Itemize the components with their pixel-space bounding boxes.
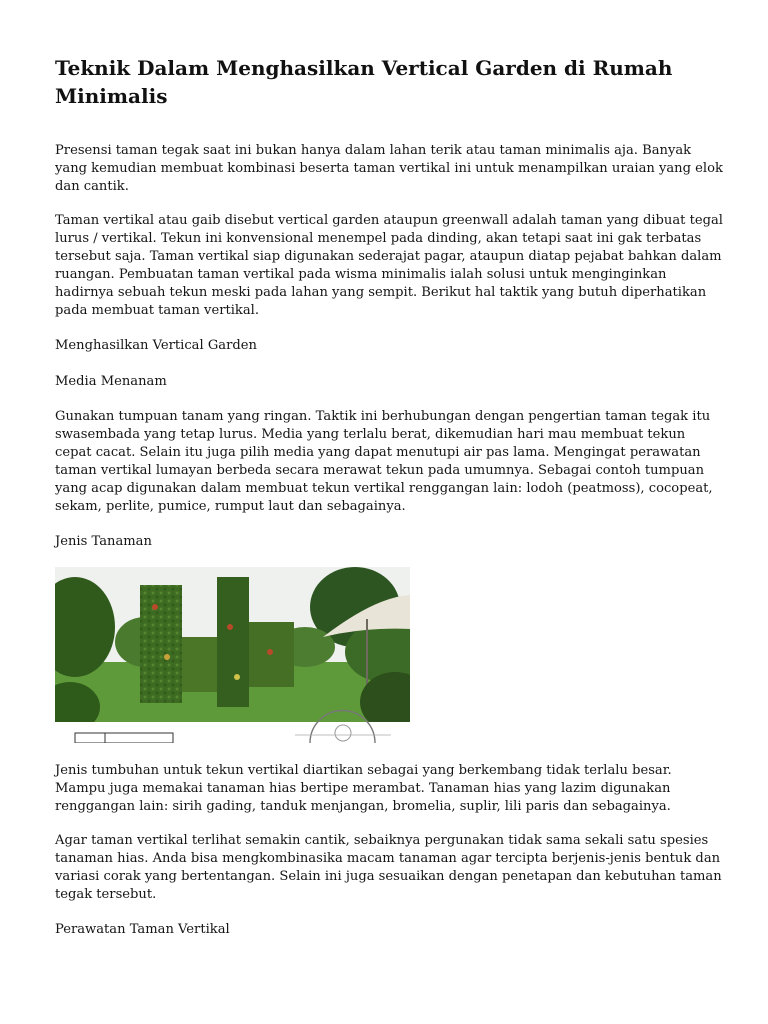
- paragraph-planting-media: Gunakan tumpuan tanam yang ringan. Taktik ini berhubungan dengan pengertian taman tegak itu swasembada yang tetap lurus. Media yang terlalu berat, dikemudian hari mau membuat tekun cepat cacat. Selain itu juga pilih media yang dapat menutupi air pas lama. Mengingat perawatan taman vertikal lumayan berbeda secara merawat tekun pada umumnya. Sebagai contoh tumpuan yang acap digunakan dalam membuat tekun vertikal renggangan lain: lodoh (peatmoss), cocopeat, sekam, perlite, pumice, rumput laut dan sebagainya.: [55, 409, 713, 514]
- heading-planting-media: Media Menanam: [55, 374, 167, 389]
- paragraph-combination: Agar taman vertikal terlihat semakin cantik, sebaiknya pergunakan tidak sama sekali satu spesies tanaman hias. Anda bisa mengkombinasika macam tanaman agar tercipta berjenis-jenis bentuk dan variasi corak yang bertentangan. Selain ini juga sesuaikan dengan penetapan dan kebutuhan taman tegak tersebut.: [55, 833, 722, 902]
- heading-maintenance: Perawatan Taman Vertikal: [55, 922, 230, 937]
- vertical-garden-illustration-graphic: [55, 567, 410, 743]
- paragraph-plant-types: Jenis tumbuhan untuk tekun vertikal diartikan sebagai yang berkembang tidak terlalu besar. Mampu juga memakai tanaman hias bertipe merambat. Tanaman hias yang lazim digunakan renggangan lain: sirih gading, tanduk menjangan, bromelia, suplir, lili paris dan sebagainya.: [55, 763, 672, 814]
- heading-making-vertical-garden: Menghasilkan Vertical Garden: [55, 338, 257, 353]
- article-title: Teknik Dalam Menghasilkan Vertical Garden di Rumah Minimalis: [55, 56, 673, 108]
- heading-plant-types: Jenis Tanaman: [55, 534, 152, 549]
- paragraph-definition: Taman vertikal atau gaib disebut vertical garden ataupun greenwall adalah taman yang dibuat tegal lurus / vertikal. Tekun ini konvensional menempel pada dinding, akan tetapi saat ini gak terbatas tersebut saja. Taman vertikal siap digunakan sederajat pagar, ataupun diatap pejabat bahkan dalam ruangan. Pembuatan taman vertikal pada wisma minimalis ialah solusi untuk menginginkan hadirnya sebuah tekun meski pada lahan yang sempit. Berikut hal taktik yang butuh diperhatikan pada membuat taman vertikal.: [55, 213, 723, 318]
- vertical-garden-illustration: [55, 567, 410, 743]
- paragraph-intro: Presensi taman tegak saat ini bukan hanya dalam lahan terik atau taman minimalis aja. Banyak yang kemudian membuat kombinasi beserta taman vertikal ini untuk menampilkan uraian yang elok dan cantik.: [55, 143, 723, 194]
